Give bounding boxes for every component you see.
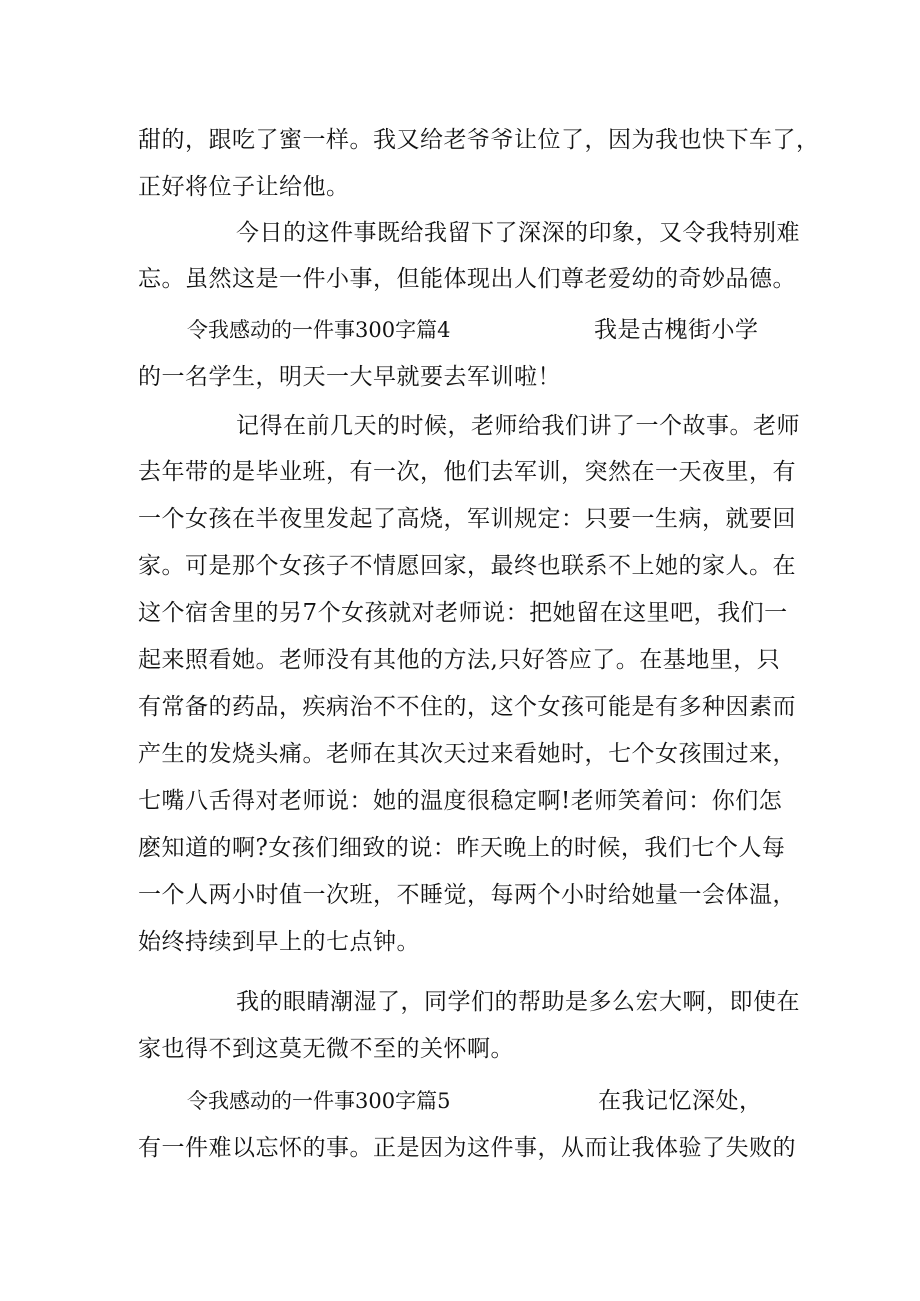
text-line: 记得在前几天的时候，老师给我们讲了一个故事。老师 xyxy=(236,413,800,439)
text-line: 的一名学生，明天一大早就要去军训啦！ xyxy=(138,364,561,390)
text-line: 忘。虽然这是一件小事，但能体现出人们尊老爱幼的奇妙品德。 xyxy=(138,266,796,292)
text-line: 家也得不到这莫无微不至的关怀啊。 xyxy=(138,1036,514,1062)
text-line: 我是古槐街小学 xyxy=(594,317,759,343)
text-line: 甜的，跟吃了蜜一样。我又给老爷爷让位了，因为我也快下车了， xyxy=(138,127,820,153)
text-line: 有一件难以忘怀的事。正是因为这件事，从而让我体验了失败的 xyxy=(138,1135,796,1161)
section-heading-5: 令我感动的一件事300字篇5 xyxy=(187,1089,451,1113)
text-line: 我的眼睛潮湿了，同学们的帮助是多么宏大啊，即使在 xyxy=(236,989,800,1015)
text-line: 这个宿舍里的另7个女孩就对老师说：把她留在这里吧，我们一 xyxy=(138,600,788,626)
text-line: 一个人两小时值一次班，不睡觉，每两个小时给她量一会体温， xyxy=(138,882,796,908)
text-line: 去年带的是毕业班，有一次，他们去军训，突然在一天夜里，有 xyxy=(138,459,796,485)
section-heading-4: 令我感动的一件事300字篇4 xyxy=(187,318,451,342)
text-line: 起来照看她。老师没有其他的方法,只好答应了。在基地里，只 xyxy=(138,647,781,673)
text-line: 麽知道的啊?女孩们细致的说：昨天晚上的时候，我们七个人每 xyxy=(138,835,786,861)
text-line: 产生的发烧头痛。老师在其次天过来看她时，七个女孩围过来， xyxy=(138,741,796,767)
text-line: 在我记忆深处， xyxy=(598,1088,763,1114)
text-line: 七嘴八舌得对老师说：她的温度很稳定啊!老师笑着问：你们怎 xyxy=(138,788,783,814)
text-line: 一个女孩在半夜里发起了高烧，军训规定：只要一生病，就要回 xyxy=(138,506,796,532)
text-line: 有常备的药品，疾病治不不住的，这个女孩可能是有多种因素而 xyxy=(138,694,796,720)
text-line: 始终持续到早上的七点钟。 xyxy=(138,929,420,955)
text-line: 家。可是那个女孩子不情愿回家，最终也联系不上她的家人。在 xyxy=(138,553,796,579)
text-line: 今日的这件事既给我留下了深深的印象，又令我特别难 xyxy=(236,220,800,246)
text-line: 正好将位子让给他。 xyxy=(138,174,350,200)
